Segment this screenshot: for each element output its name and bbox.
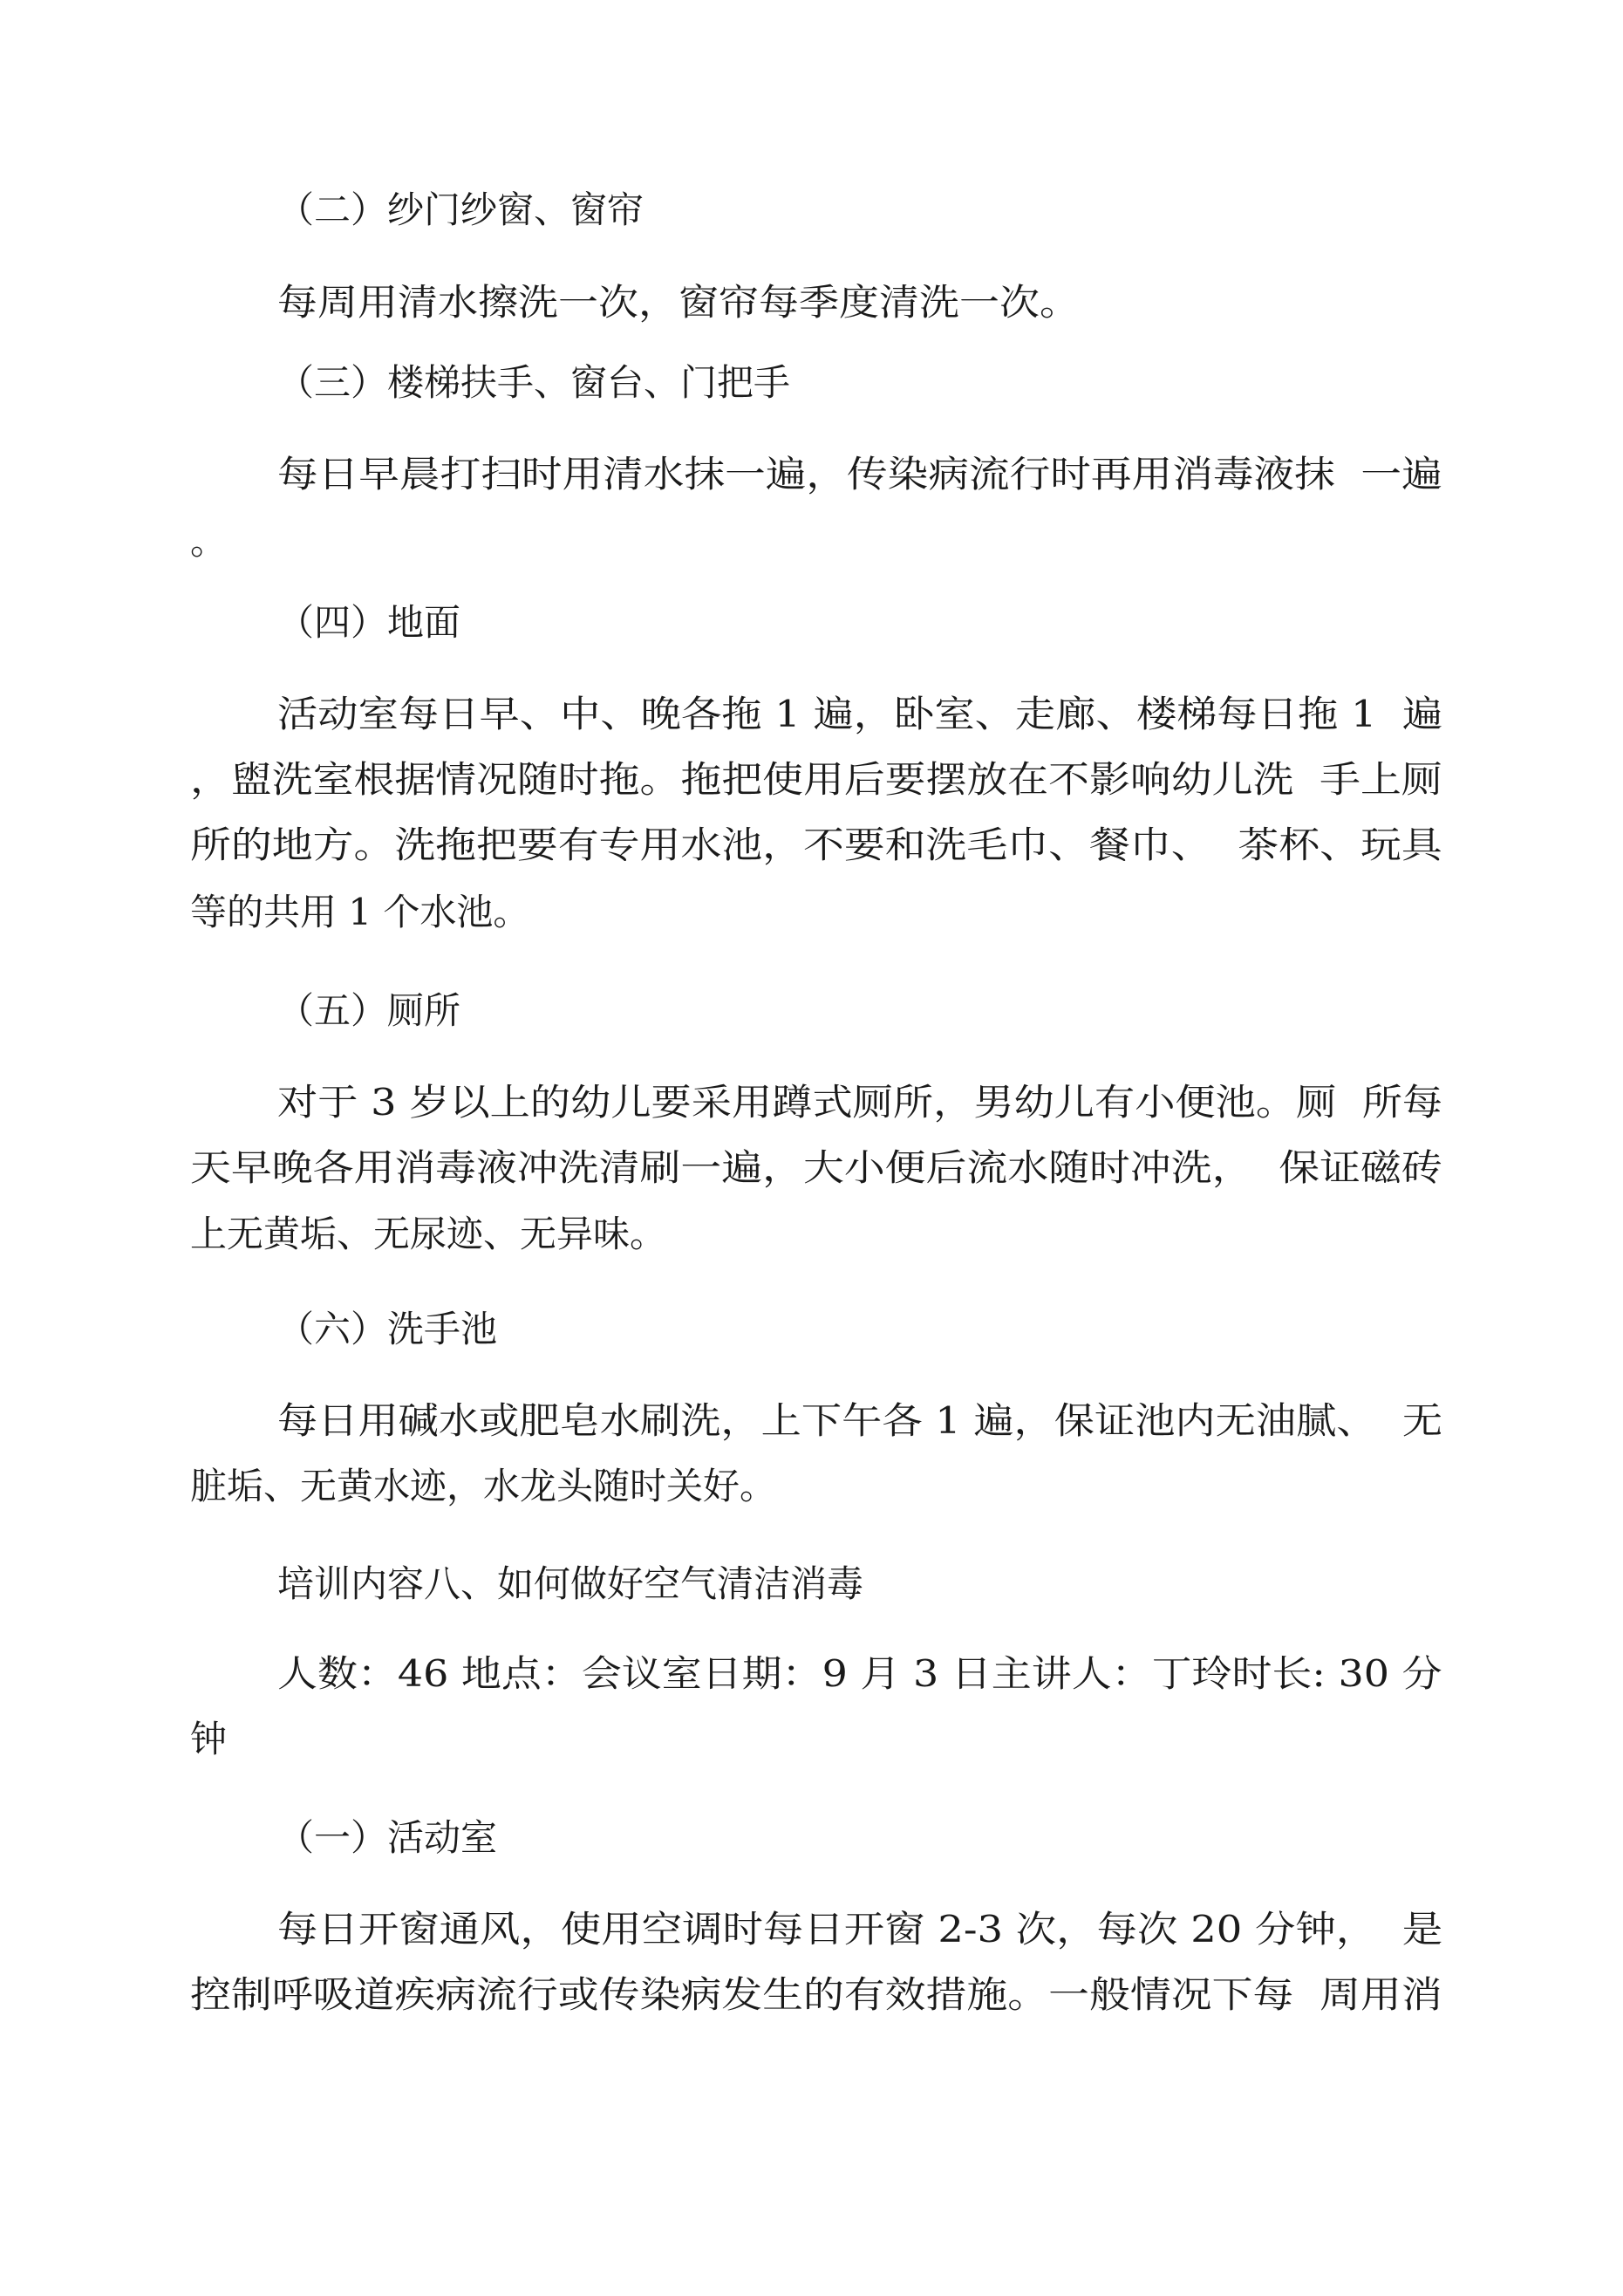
paragraph-line: 每日早晨打扫时用清水抹一遍，传染病流行时再用消毒液抹 一遍 (277, 453, 1442, 495)
paragraph-line: 脏垢、无黄水迹，水龙头随时关好。 (190, 1465, 777, 1507)
paragraph-line: ，盥洗室根据情况随时拖。拖把使用后要摆放在不影响幼儿洗 手上厕 (190, 758, 1442, 801)
subheading-sink: （六）洗手池 (277, 1308, 498, 1350)
paragraph-line: 每日用碱水或肥皂水刷洗，上下午各 1 遍，保证池内无油腻、 无 (277, 1399, 1443, 1442)
paragraph-line: 等的共用 1 个水池。 (190, 891, 530, 933)
paragraph-line: 所的地方。洗拖把要有专用水池，不要和洗毛巾、餐巾、 茶杯、玩具 (190, 823, 1442, 866)
paragraph-line: 。 (190, 520, 228, 563)
subheading-handrails: （三）楼梯扶手、窗台、门把手 (277, 361, 791, 404)
subheading-toilet: （五）厕所 (277, 989, 461, 1032)
subheading-screens-curtains: （二）纱门纱窗、窗帘 (277, 188, 644, 231)
paragraph-line: 控制呼吸道疾病流行或传染病发生的有效措施。一般情况下每 周用消 (190, 1973, 1442, 2016)
paragraph-line: 对于 3 岁以上的幼儿要采用蹲式厕所，男幼儿有小便池。厕 所每 (277, 1081, 1443, 1124)
subheading-floor: （四）地面 (277, 601, 461, 644)
paragraph-line: 活动室每日早、中、晚各拖 1 遍，卧室、走廊、楼梯每日拖 1 遍 (277, 693, 1443, 735)
subheading-activity-room: （一）活动室 (277, 1816, 498, 1859)
training-meta-line: 钟 (190, 1718, 228, 1760)
paragraph-line: 每周用清水擦洗一次，窗帘每季度清洗一次。 (277, 281, 1080, 324)
paragraph-line: 上无黄垢、无尿迹、无异味。 (190, 1213, 667, 1255)
training-meta-line: 人数：46 地点：会议室日期：9 月 3 日主讲人：丁玲时长: 30 分 (277, 1652, 1442, 1695)
paragraph-line: 每日开窗通风，使用空调时每日开窗 2-3 次，每次 20 分钟， 是 (277, 1908, 1443, 1951)
training-title: 培训内容八、如何做好空气清洁消毒 (277, 1562, 864, 1605)
paragraph-line: 天早晚各用消毒液冲洗清刷一遍，大小便后流水随时冲洗， 保证磁砖 (190, 1146, 1442, 1189)
